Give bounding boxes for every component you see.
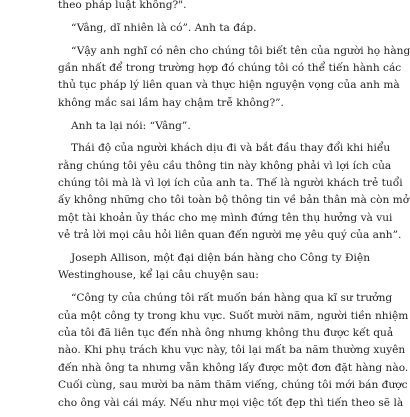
text-line: “Vâng, dĩ nhiên là có”. Anh ta đáp. bbox=[71, 21, 257, 34]
paragraph bbox=[58, 140, 410, 244]
text-line: đến nhà ông ta nhưng vẫn không lấy được một đơn đặt hàng nào. bbox=[58, 361, 409, 374]
text-line: của một công ty trong khu vực. Suốt mười năm, người tiền nhiệm bbox=[58, 309, 409, 322]
paragraph bbox=[58, 43, 410, 113]
text-line: của tôi đã liên tục đến nhà ông nhưng không thu được kết quả bbox=[58, 326, 394, 339]
text-line: “Công ty của chúng tôi rất muốn bán hàng qua kĩ sư trưởng bbox=[71, 292, 393, 305]
text-line: nào. Khi phụ trách khu vực này, tôi lại mất ba năm thường xuyên bbox=[58, 344, 406, 357]
text-line: Joseph Allison, một đại diện bán hàng cho Công ty Điện bbox=[71, 252, 371, 265]
text-line: chúng tôi mà là vì lợi ích của anh ta. Thế là người khách trẻ tuổi bbox=[58, 177, 403, 190]
text-line: ấy không những cho tôi toàn bộ thông tin về bản thân mà còn mở bbox=[58, 194, 410, 207]
paragraph bbox=[58, 250, 371, 285]
text-line: Anh ta lại nói: “Vâng”. bbox=[71, 119, 191, 132]
text-column bbox=[58, 0, 410, 417]
text-line: Thái độ của người khách dịu đi và bắt đầu thay đổi khi hiểu bbox=[71, 142, 391, 155]
paragraph bbox=[58, 20, 364, 37]
text-line: một tài khoản ủy thác cho mẹ mình đứng tên thụ hưởng và vui bbox=[58, 211, 393, 224]
text-line: Cuối cùng, sau mười ba năm thăm viếng, chúng tôi mới bán được bbox=[58, 379, 408, 392]
text-line: rằng chúng tôi yêu cầu thông tin này không phải vì lợi ích của bbox=[58, 159, 392, 172]
text-line: thủ tục pháp lý liên quan và thực hiện nguyện vọng của anh mà bbox=[58, 79, 400, 92]
text-line: theo pháp luật không?". bbox=[58, 0, 187, 11]
text-line: vẻ trả lời mọi câu hỏi liên quan đến người mẹ yêu quý của anh”. bbox=[58, 229, 402, 242]
text-line: không mắc sai lầm hay chậm trễ không?”. bbox=[58, 96, 284, 109]
text-line: cho ông vài cái máy. Nếu như mọi việc tốt đẹp thì tiến theo sẽ là bbox=[58, 396, 404, 409]
text-line: Westinghouse, kể lại câu chuyện sau: bbox=[58, 269, 259, 282]
paragraph bbox=[58, 118, 364, 135]
text-line: “Vậy anh nghĩ có nên cho chúng tôi biết tên của người họ hàng bbox=[71, 44, 410, 57]
text-line: gần nhất để trong trường hợp đó chúng tôi có thể tiến hành các bbox=[58, 61, 402, 74]
paragraph bbox=[58, 0, 364, 14]
paragraph bbox=[58, 290, 409, 412]
